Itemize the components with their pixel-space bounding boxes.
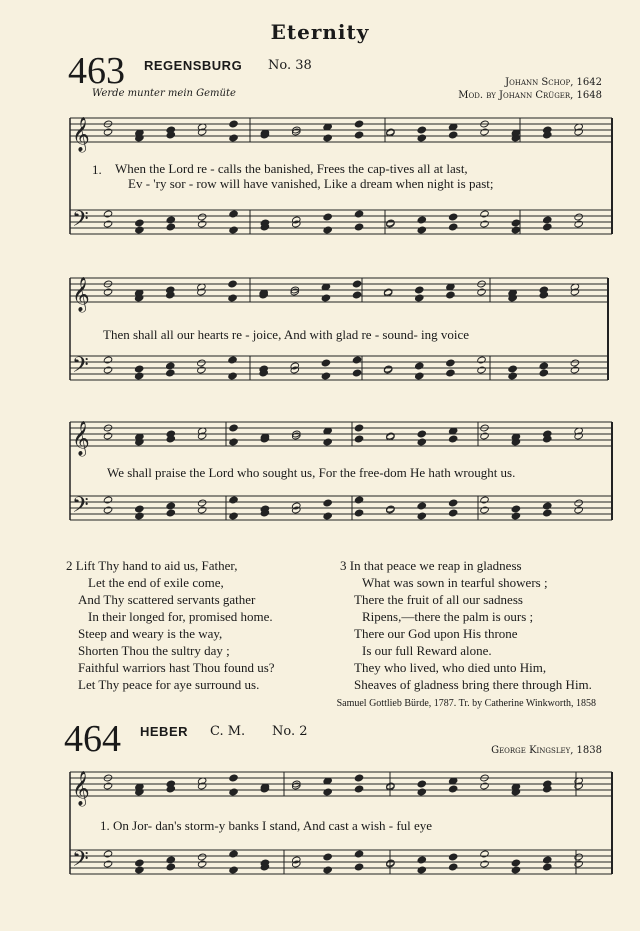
stanza-line: Sheaves of gladness bring there through Him. <box>354 677 592 692</box>
note-head <box>166 502 175 510</box>
composer-credit: Johann Schop, 1642 <box>505 77 602 88</box>
note-head <box>323 438 332 446</box>
note-head <box>448 213 457 221</box>
hymn-number: 464 <box>64 718 121 760</box>
note-head <box>354 785 363 793</box>
note-head <box>480 860 489 868</box>
note-head <box>103 366 112 374</box>
note-head <box>352 356 361 364</box>
note-head <box>574 213 583 221</box>
note-head <box>229 850 238 858</box>
note-head <box>511 866 520 874</box>
note-head <box>103 850 112 858</box>
stanza-line: Let the end of exile come, <box>88 575 224 590</box>
note-head <box>480 432 489 440</box>
note-head <box>417 216 426 224</box>
note-head <box>508 372 517 380</box>
note-head <box>511 226 520 234</box>
note-head <box>415 286 424 294</box>
note-head <box>229 496 238 504</box>
note-head <box>354 863 363 871</box>
note-head <box>229 788 238 796</box>
note-head <box>417 856 426 864</box>
note-head <box>166 863 175 871</box>
note-head <box>448 863 457 871</box>
note-head <box>446 291 455 299</box>
lyric-line: 1. On Jor- dan's storm-y banks I stand, And cast a wish - ful eye <box>100 818 433 833</box>
note-head <box>539 369 548 377</box>
note-head <box>480 210 489 218</box>
stanza-number: 2 <box>66 558 73 573</box>
stanza-line: What was sown in tearful showers ; <box>362 575 548 590</box>
note-head <box>417 226 426 234</box>
note-head <box>134 372 143 380</box>
stanza-number: 3 <box>340 558 347 573</box>
note-head <box>197 359 206 367</box>
note-head <box>511 219 520 227</box>
note-head <box>323 853 332 861</box>
note-head <box>229 120 238 128</box>
note-head <box>135 505 144 513</box>
note-head <box>417 866 426 874</box>
note-head <box>352 291 361 299</box>
note-head <box>352 369 361 377</box>
note-head <box>229 438 238 446</box>
note-head <box>354 774 363 782</box>
text-attribution: Samuel Gottlieb Bürde, 1787. Tr. by Catherine Winkworth, 1858 <box>336 698 596 709</box>
stanza-line: There the fruit of all our sadness <box>354 592 523 607</box>
note-head <box>480 850 489 858</box>
note-head <box>511 859 520 867</box>
note-head <box>229 210 238 218</box>
note-head <box>321 294 330 302</box>
note-head <box>166 509 175 517</box>
note-head <box>103 356 112 364</box>
note-head <box>415 294 424 302</box>
tune-name: REGENSBURG <box>144 58 243 73</box>
note-head <box>570 366 579 374</box>
note-head <box>229 134 238 142</box>
note-head <box>323 213 332 221</box>
composer-credit: George Kingsley, 1838 <box>491 745 602 756</box>
note-head <box>197 499 206 507</box>
note-head <box>480 506 489 514</box>
note-head <box>323 788 332 796</box>
modifier-credit: Mod. by Johann Crüger, 1648 <box>458 90 602 101</box>
stanza-line: In that peace we reap in gladness <box>349 558 522 573</box>
note-head <box>323 512 332 520</box>
note-head <box>543 502 552 510</box>
note-head <box>543 223 552 231</box>
note-head <box>543 863 552 871</box>
note-head <box>135 512 144 520</box>
note-head <box>446 359 455 367</box>
stanza-line: Ripens,—there the palm is ours ; <box>362 609 534 624</box>
stanza-line: Lift Thy hand to aid us, Father, <box>75 558 238 573</box>
note-head <box>103 210 112 218</box>
hymn-number: 463 <box>68 50 125 92</box>
clef: 𝄢 <box>72 207 89 237</box>
note-head <box>354 435 363 443</box>
note-head <box>417 134 426 142</box>
note-head <box>415 372 424 380</box>
note-head <box>135 226 144 234</box>
stanza-line: Faithful warriors hast Thou found us? <box>78 660 275 675</box>
tune-name: HEBER <box>140 724 189 739</box>
note-head <box>417 512 426 520</box>
lyric-line: Ev - 'ry sor - row will have vanished, Like a dream when night is past; <box>128 176 494 191</box>
note-head <box>417 788 426 796</box>
note-head <box>103 432 112 440</box>
note-head <box>166 223 175 231</box>
note-head <box>354 496 363 504</box>
note-head <box>229 866 238 874</box>
note-head <box>197 853 206 861</box>
note-head <box>543 509 552 517</box>
note-head <box>229 512 238 520</box>
clef: 𝄢 <box>72 493 89 523</box>
clef: 𝄞 <box>72 117 90 152</box>
note-head <box>323 866 332 874</box>
note-head <box>543 216 552 224</box>
note-head <box>480 128 489 136</box>
stanza-line: Let Thy peace for aye surround us. <box>78 677 260 692</box>
clef: 𝄞 <box>72 277 90 312</box>
note-head <box>166 216 175 224</box>
note-head <box>354 424 363 432</box>
clef: 𝄞 <box>72 771 90 806</box>
note-head <box>417 438 426 446</box>
stanza-3 <box>340 557 592 693</box>
note-head <box>103 220 112 228</box>
note-head <box>354 850 363 858</box>
stanza-line: They who lived, who died unto Him, <box>354 660 547 675</box>
note-head <box>477 288 486 296</box>
note-head <box>448 499 457 507</box>
note-head <box>448 223 457 231</box>
note-head <box>448 785 457 793</box>
note-head <box>229 774 238 782</box>
note-head <box>480 220 489 228</box>
lyric-line: Then shall all our hearts re - joice, And with glad re - sound- ing voice <box>103 327 470 342</box>
note-head <box>321 359 330 367</box>
note-head <box>570 359 579 367</box>
note-head <box>574 499 583 507</box>
note-head <box>135 859 144 867</box>
note-head <box>477 356 486 364</box>
note-head <box>134 365 143 373</box>
note-head <box>103 288 112 296</box>
stanza-line: And Thy scattered servants gather <box>78 592 256 607</box>
section-title: Eternity <box>270 20 370 44</box>
note-head <box>135 219 144 227</box>
note-head <box>197 220 206 228</box>
original-title: Werde munter mein Gemüte <box>92 88 236 99</box>
note-head <box>166 369 175 377</box>
stanza-2 <box>66 557 275 693</box>
note-head <box>103 506 112 514</box>
stanza-line: Steep and weary is the way, <box>78 626 223 641</box>
note-head <box>197 860 206 868</box>
clef: 𝄢 <box>72 353 89 383</box>
note-head <box>166 362 175 370</box>
note-head <box>354 210 363 218</box>
note-head <box>197 366 206 374</box>
note-head <box>103 496 112 504</box>
note-head <box>448 435 457 443</box>
note-head <box>539 362 548 370</box>
note-head <box>352 280 361 288</box>
note-head <box>323 134 332 142</box>
stanza-line: Is our full Reward alone. <box>362 643 492 658</box>
verse-number: 1. <box>92 162 102 177</box>
note-head <box>511 505 520 513</box>
note-head <box>508 365 517 373</box>
note-head <box>103 860 112 868</box>
note-head <box>480 496 489 504</box>
note-head <box>103 782 112 790</box>
note-head <box>417 502 426 510</box>
note-head <box>228 280 237 288</box>
lyric-line: We shall praise the Lord who sought us, For the free-dom He hath wrought us. <box>107 465 516 480</box>
note-head <box>480 782 489 790</box>
lyric-line: When the Lord re - calls the banished, Frees the cap-tives all at last, <box>115 161 468 176</box>
note-head <box>354 223 363 231</box>
stanza-line: There our God upon His throne <box>354 626 518 641</box>
note-head <box>197 506 206 514</box>
tune-number: No. 38 <box>268 58 312 73</box>
note-head <box>446 369 455 377</box>
stanza-line: In their longed for, promised home. <box>88 609 273 624</box>
note-head <box>477 366 486 374</box>
note-head <box>103 128 112 136</box>
note-head <box>354 131 363 139</box>
note-head <box>354 509 363 517</box>
note-head <box>543 856 552 864</box>
clef: 𝄢 <box>72 847 89 877</box>
note-head <box>448 853 457 861</box>
note-head <box>228 356 237 364</box>
note-head <box>228 372 237 380</box>
note-head <box>354 120 363 128</box>
note-head <box>135 866 144 874</box>
note-head <box>511 512 520 520</box>
clef: 𝄞 <box>72 421 90 456</box>
note-head <box>574 860 583 868</box>
note-head <box>228 294 237 302</box>
note-head <box>197 213 206 221</box>
tune-number: No. 2 <box>272 724 308 739</box>
note-head <box>323 226 332 234</box>
note-head <box>448 131 457 139</box>
note-head <box>321 372 330 380</box>
note-head <box>229 424 238 432</box>
note-head <box>229 226 238 234</box>
note-head <box>417 126 426 134</box>
note-head <box>166 856 175 864</box>
note-head <box>448 509 457 517</box>
note-head <box>323 499 332 507</box>
note-head <box>417 430 426 438</box>
note-head <box>417 780 426 788</box>
note-head <box>574 220 583 228</box>
meter: C. M. <box>210 724 246 739</box>
stanza-line: Shorten Thou the sultry day ; <box>78 643 230 658</box>
note-head <box>415 362 424 370</box>
note-head <box>574 853 583 861</box>
note-head <box>574 506 583 514</box>
